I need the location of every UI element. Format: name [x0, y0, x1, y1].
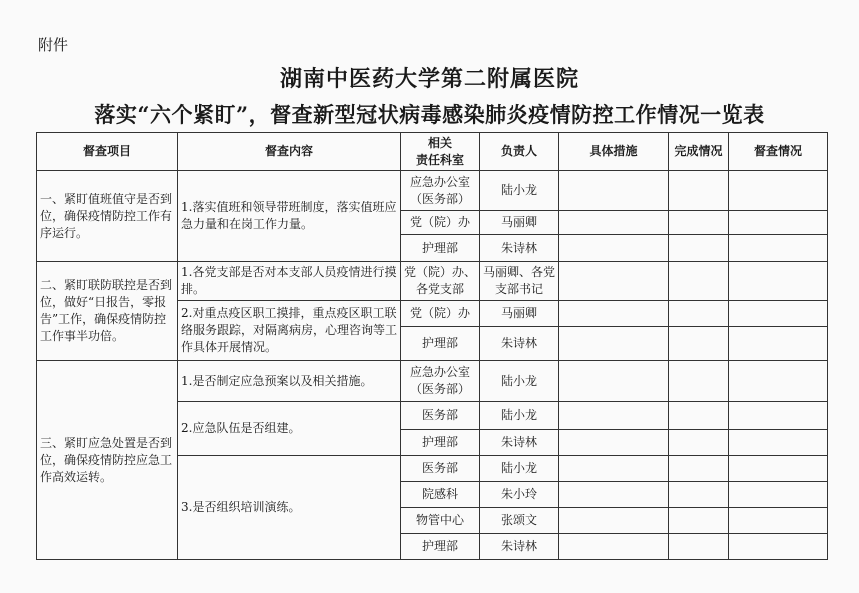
header-row [37, 133, 828, 171]
measures-cell [559, 508, 669, 534]
completion-cell [669, 402, 729, 430]
dept-cell: 党（院）办 [401, 301, 480, 327]
measures-cell [559, 235, 669, 262]
table-row [37, 361, 828, 402]
inspection-cell [729, 361, 828, 402]
measures-cell [559, 482, 669, 508]
header-dept-line1: 相关 [427, 135, 452, 150]
completion-cell [669, 361, 729, 402]
person-cell: 朱诗林 [480, 235, 559, 262]
document-title: 湖南中医药大学第二附属医院 [279, 66, 579, 92]
person-cell: 朱诗林 [480, 534, 559, 560]
inspection-cell [729, 456, 828, 482]
section3-project: 三、紧盯应急处置是否到位，确保疫情防控应急工作高效运转。 [37, 361, 178, 560]
person-cell: 朱诗林 [480, 327, 559, 361]
completion-cell [669, 211, 729, 235]
completion-cell [669, 534, 729, 560]
dept-cell: 应急办公室（医务部） [401, 361, 480, 402]
header-dept [401, 133, 480, 171]
person-cell: 马丽卿、各党支部书记 [480, 262, 559, 301]
measures-cell [559, 361, 669, 402]
inspection-cell [729, 262, 828, 301]
section3-content-b: 2.应急队伍是否组建。 [178, 402, 401, 456]
dept-cell: 医务部 [401, 402, 480, 430]
dept-cell: 院感科 [401, 482, 480, 508]
completion-cell [669, 456, 729, 482]
inspection-cell [729, 327, 828, 361]
header-person: 负责人 [480, 133, 559, 171]
inspection-cell [729, 534, 828, 560]
person-cell: 陆小龙 [480, 171, 559, 211]
dept-cell: 应急办公室（医务部） [401, 171, 480, 211]
dept-cell: 医务部 [401, 456, 480, 482]
document-subtitle: 落实“六个紧盯”，督查新型冠状病毒感染肺炎疫情防控工作情况一览表 [94, 102, 765, 127]
completion-cell [669, 262, 729, 301]
person-cell: 马丽卿 [480, 211, 559, 235]
section1-project: 一、紧盯值班值守是否到位，确保疫情防控工作有序运行。 [37, 171, 178, 262]
measures-cell [559, 534, 669, 560]
inspection-cell [729, 301, 828, 327]
completion-cell [669, 508, 729, 534]
person-cell: 张颂文 [480, 508, 559, 534]
dept-cell: 党（院）办 [401, 211, 480, 235]
completion-cell [669, 171, 729, 211]
measures-cell [559, 456, 669, 482]
measures-cell [559, 171, 669, 211]
person-cell: 朱诗林 [480, 430, 559, 456]
person-cell: 马丽卿 [480, 301, 559, 327]
person-cell: 陆小龙 [480, 456, 559, 482]
completion-cell [669, 235, 729, 262]
completion-cell [669, 301, 729, 327]
dept-cell: 物管中心 [401, 508, 480, 534]
dept-cell: 护理部 [401, 534, 480, 560]
section1-content: 1.落实值班和领导带班制度，落实值班应急力量和在岗工作力量。 [178, 171, 401, 262]
header-inspection: 督查情况 [729, 133, 828, 171]
inspection-cell [729, 482, 828, 508]
section3-content-c: 3.是否组织培训演练。 [178, 456, 401, 560]
inspection-cell [729, 171, 828, 211]
measures-cell [559, 211, 669, 235]
dept-cell: 党（院）办、各党支部 [401, 262, 480, 301]
section3-content-a: 1.是否制定应急预案以及相关措施。 [178, 361, 401, 402]
inspection-cell [729, 211, 828, 235]
person-cell: 朱小玲 [480, 482, 559, 508]
dept-cell: 护理部 [401, 430, 480, 456]
table-row [37, 171, 828, 211]
completion-cell [669, 430, 729, 456]
inspection-cell [729, 430, 828, 456]
header-measures: 具体措施 [559, 133, 669, 171]
dept-cell: 护理部 [401, 327, 480, 361]
dept-cell: 护理部 [401, 235, 480, 262]
table-row [37, 262, 828, 301]
inspection-cell [729, 402, 828, 430]
measures-cell [559, 262, 669, 301]
measures-cell [559, 301, 669, 327]
completion-cell [669, 482, 729, 508]
attachment-label: 附件 [38, 36, 69, 54]
header-completion: 完成情况 [669, 133, 729, 171]
section2-project: 二、紧盯联防联控是否到位，做好“日报告，零报告”工作，确保疫情防控工作事半功倍。 [37, 262, 178, 361]
header-dept-line2: 责任科室 [415, 152, 464, 167]
measures-cell [559, 430, 669, 456]
completion-cell [669, 327, 729, 361]
inspection-table [36, 132, 828, 560]
person-cell: 陆小龙 [480, 361, 559, 402]
header-project: 督查项目 [37, 133, 178, 171]
inspection-cell [729, 235, 828, 262]
measures-cell [559, 327, 669, 361]
header-content: 督查内容 [178, 133, 401, 171]
section2-content-b: 2.对重点疫区职工摸排，重点疫区职工联络服务跟踪，对隔离病房，心理咨询等工作具体开展情况。 [178, 301, 401, 361]
section2-content-a: 1.各党支部是否对本支部人员疫情进行摸排。 [178, 262, 401, 301]
measures-cell [559, 402, 669, 430]
person-cell: 陆小龙 [480, 402, 559, 430]
inspection-cell [729, 508, 828, 534]
